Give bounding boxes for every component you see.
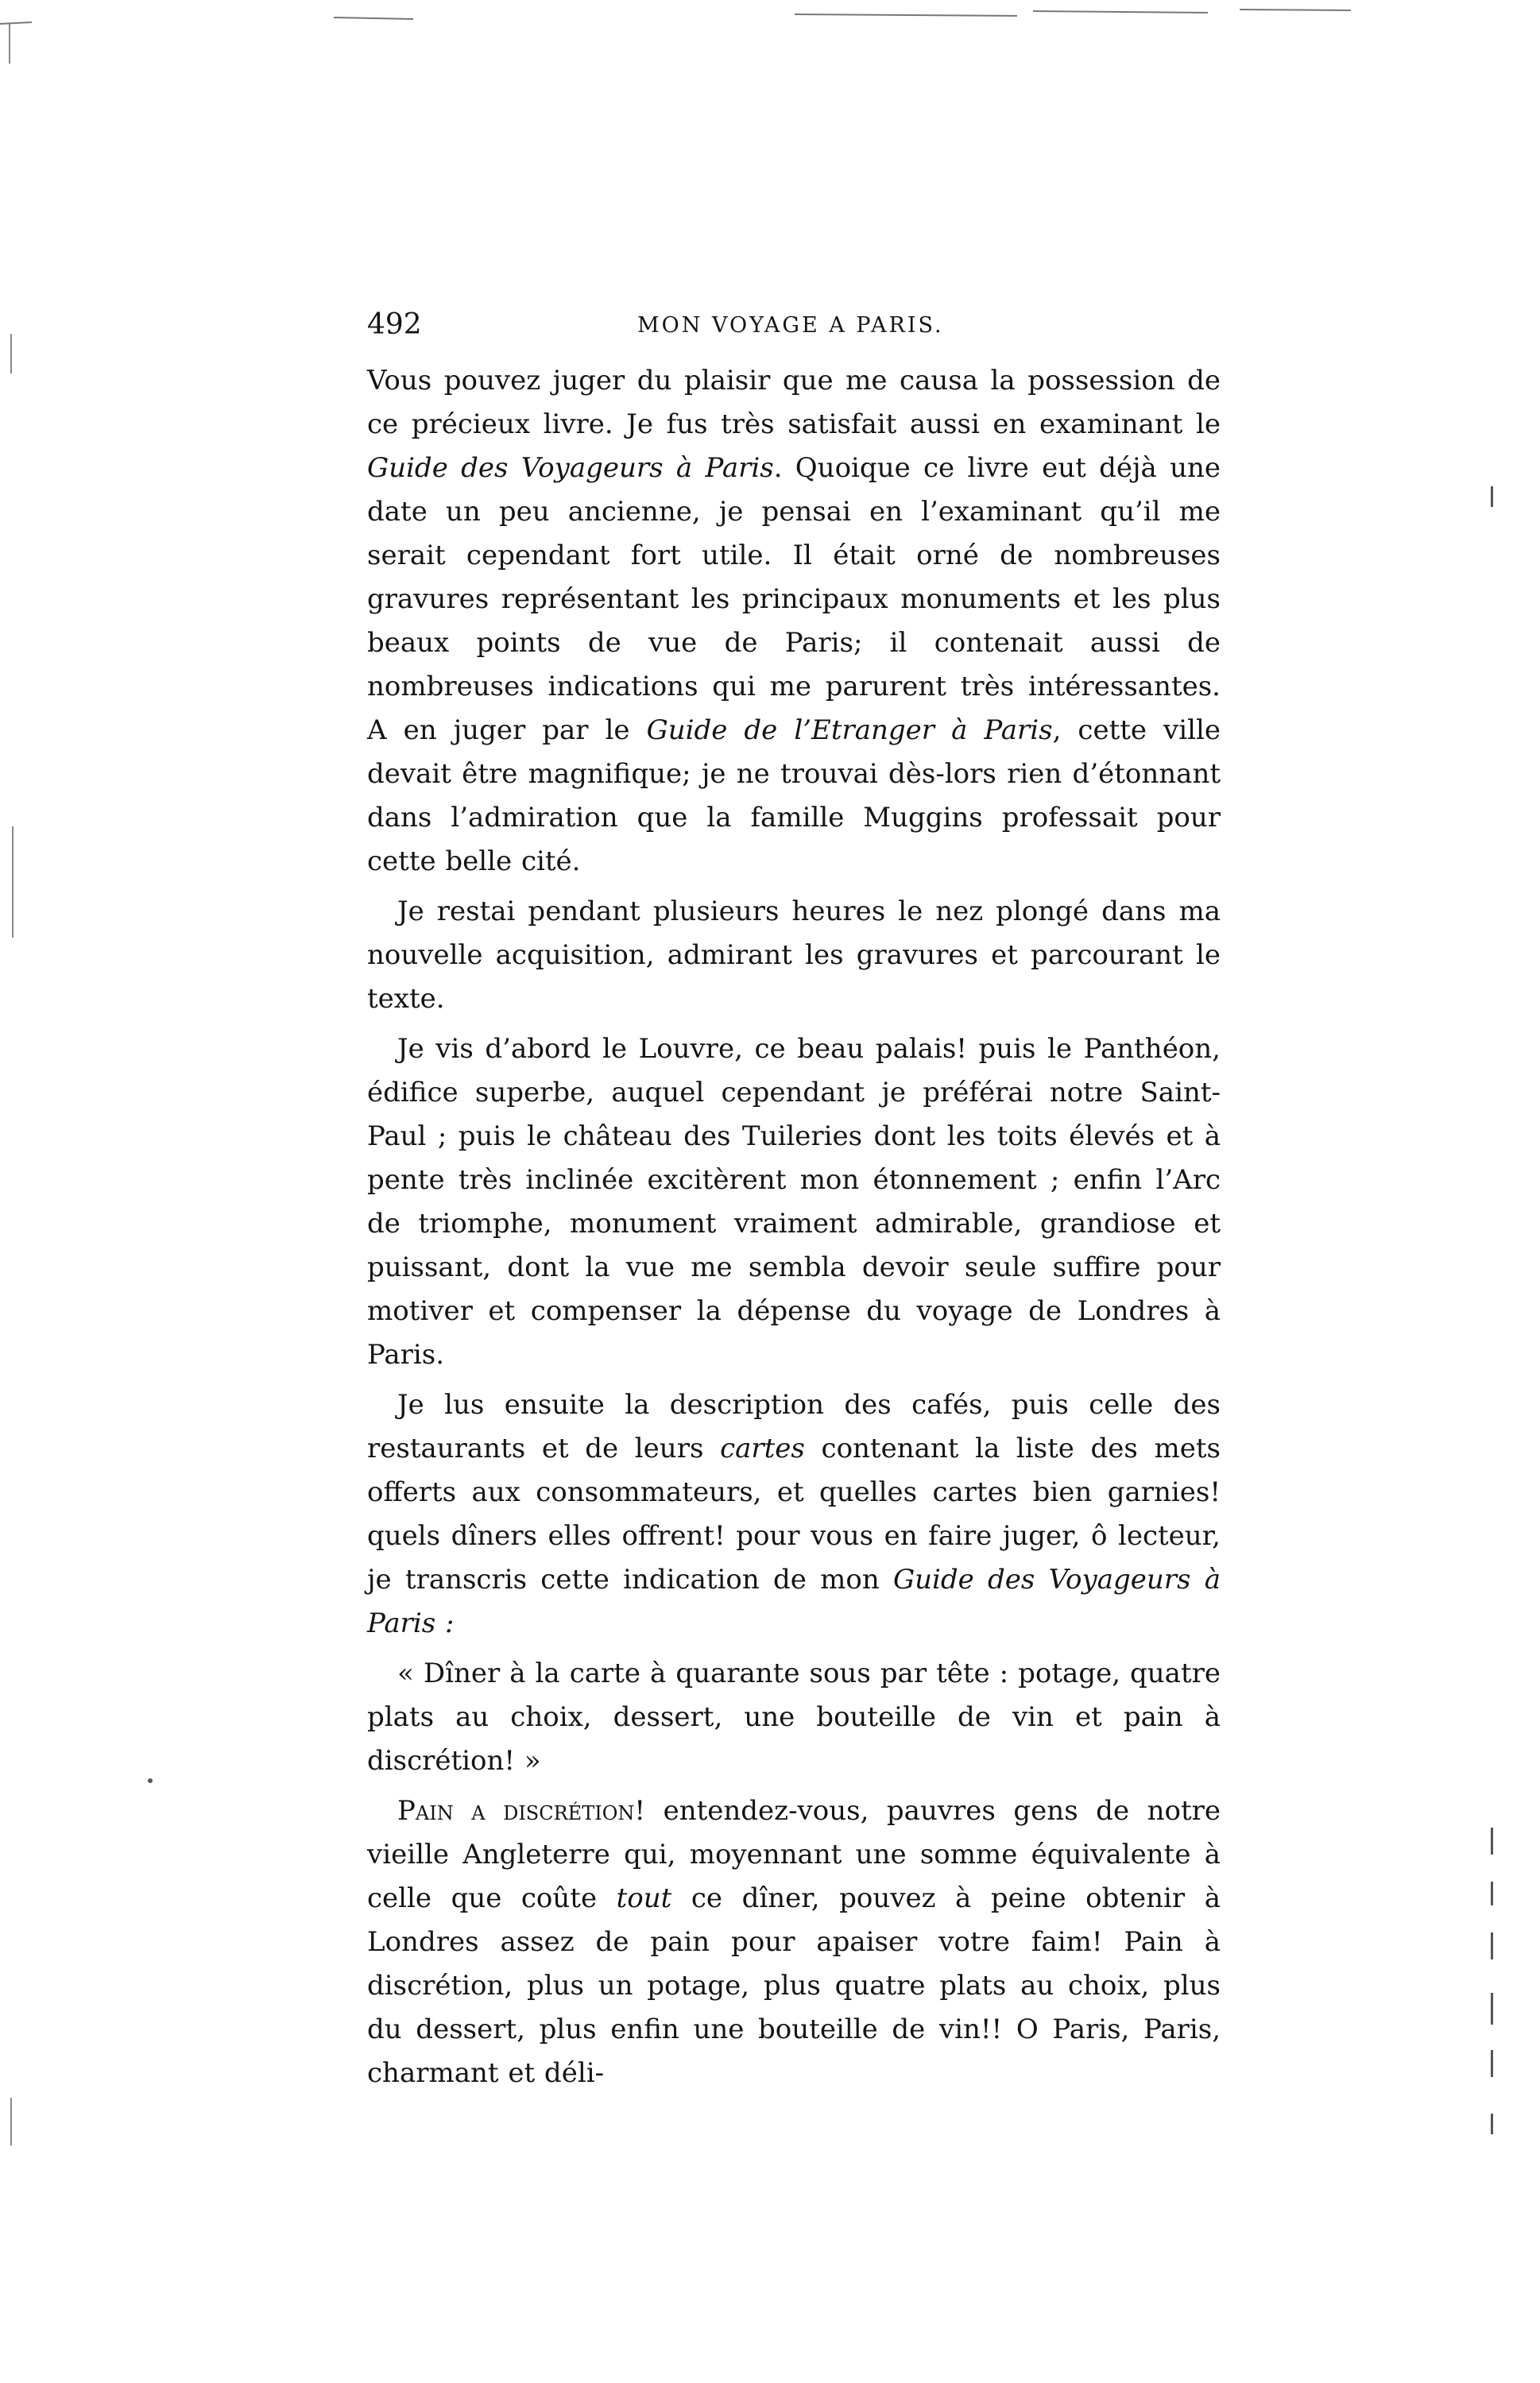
paragraph: Vous pouvez juger du plaisir que me causa la possession de ce précieux livre. Je fus très satisfait aussi en examinant le Guide des Voyageurs à Paris. Quoique ce livre eut déjà une date un peu ancienne, je pensai en l’examinant qu’il me serait cependant fort utile. Il était orné de nombreuses gravures représentant les principaux monuments et les plus beaux points de vue de Paris; il contenait aussi de nombreuses indications qui me parurent très intéressantes. A en juger par le Guide de l’Etranger à Paris, cette ville devait être magnifique; je ne trouvai dès-lors rien d’étonnant dans l’admiration que la famille Muggins professait pour cette belle cité. [367,365,1221,877]
running-title: MON VOYAGE A PARIS. [637,313,944,338]
scan-edge-left [0,0,27,2383]
book-page [367,308,1221,2102]
paragraph: Je restai pendant plusieurs heures le nez plongé dans ma nouvelle acquisition, admirant les gravures et parcourant le texte. [367,896,1221,1015]
margin-mark [1491,1882,1493,1905]
body-text [367,359,1221,2095]
margin-mark [1491,486,1493,507]
scan-edge-top [0,0,1540,32]
margin-mark [1491,2114,1493,2134]
margin-mark [1491,1993,1493,2025]
paragraph: Je vis d’abord le Louvre, ce beau palais! puis le Panthéon, édifice superbe, auquel cependant je préférai notre Saint-Paul ; puis le château des Tuileries dont les toits élevés et à pente très inclinée excitèrent mon étonnement ; enfin l’Arc de triomphe, monument vraiment admirable, grandiose et puissant, dont la vue me sembla devoir seule suffire pour motiver et compenser la dépense du voyage de Londres à Paris. [367,1033,1221,1371]
paragraph: Pain a discrétion! entendez-vous, pauvres gens de notre vieille Angleterre qui, moyennant une somme équivalente à celle que coûte tout ce dîner, pouvez à peine obtenir à Londres assez de pain pour apaiser votre faim! Pain à discrétion, plus un potage, plus quatre plats au choix, plus du dessert, plus enfin une bouteille de vin!! O Paris, Paris, charmant et déli- [367,1795,1221,2089]
margin-mark [1491,1932,1493,1959]
margin-mark [1491,2050,1493,2077]
margin-dot [148,1778,153,1783]
running-head [367,308,1221,353]
paragraph: Je lus ensuite la description des cafés, puis celle des restaurants et de leurs cartes contenant la liste des mets offerts aux consommateurs, et quelles cartes bien garnies! quels dîners elles offrent! pour vous en faire juger, ô lecteur, je transcris cette indication de mon Guide des Voyageurs à Paris : [367,1389,1221,1639]
page-number: 492 [367,308,422,341]
margin-mark [1491,1828,1493,1855]
quotation: « Dîner à la carte à quarante sous par tête : potage, quatre plats au choix, dessert, une bouteille de vin et pain à discrétion! » [367,1658,1221,1777]
